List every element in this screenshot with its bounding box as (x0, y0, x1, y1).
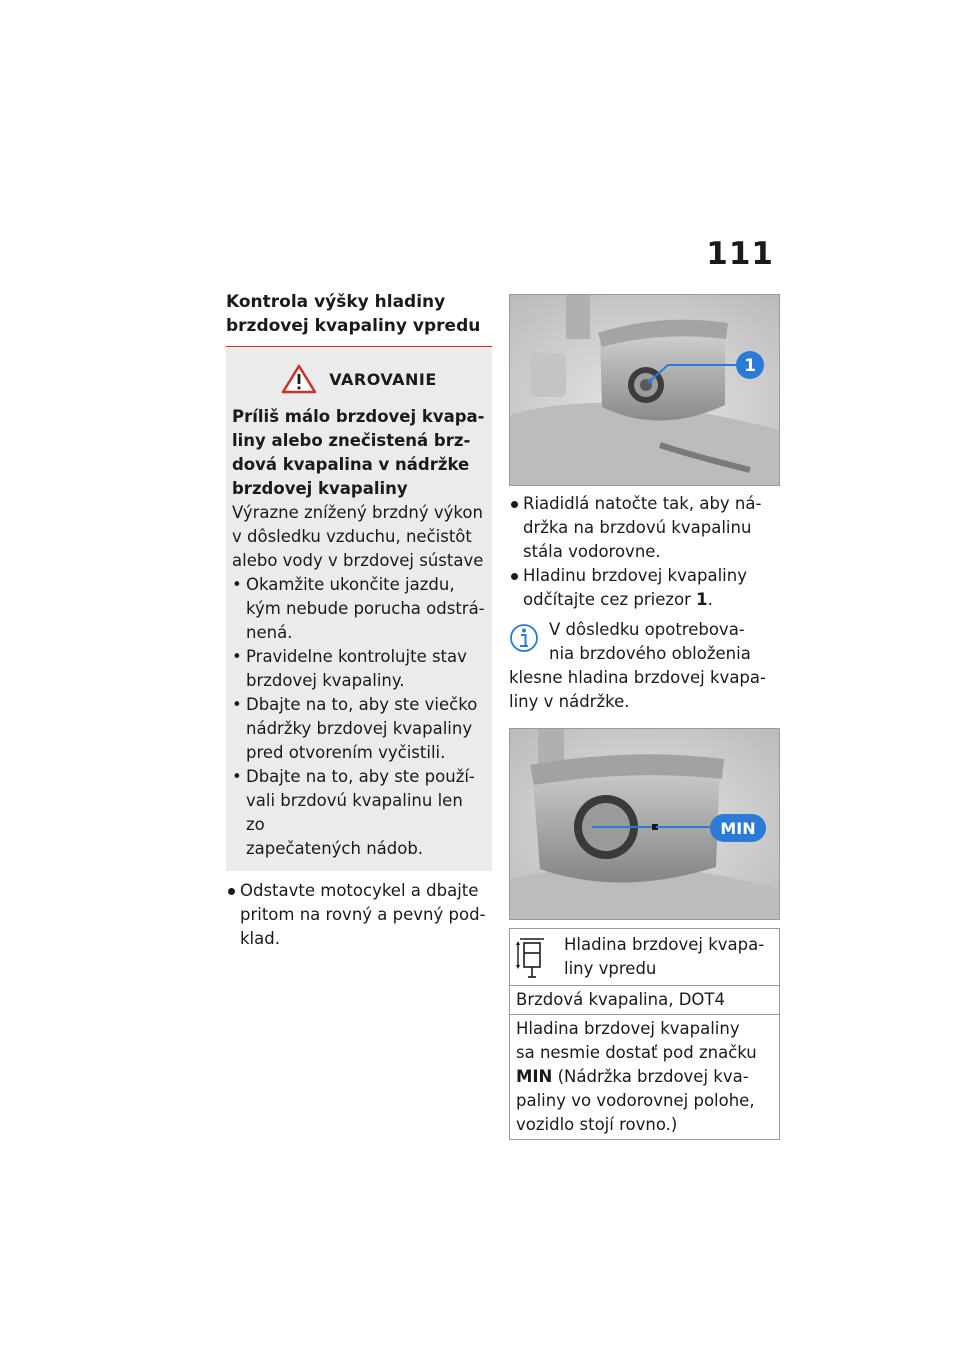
warning-heading (232, 405, 486, 501)
warning-heading-line: brzdovej kvapaliny (232, 479, 408, 498)
spec-line: Hladina brzdovej kvapaliny (516, 1019, 740, 1038)
info-note (509, 618, 780, 714)
right-steps (509, 492, 780, 612)
bullet-line: • Pravidelne kontrolujte stav (246, 647, 467, 666)
info-line: V dôsledku opotrebova- (549, 620, 745, 639)
warning-bullet (232, 573, 486, 645)
spec-fluid-type: Brzdová kvapalina, DOT4 (516, 990, 725, 1009)
figure-callout-min: MIN (720, 819, 756, 838)
step-text: odčítajte cez priezor (523, 590, 691, 609)
min-label: MIN (516, 1067, 553, 1086)
spec-description-row (510, 1014, 779, 1139)
spec-title-line: Hladina brzdovej kvapa- (564, 935, 765, 954)
bullet-line: kým nebude porucha odstrá- (246, 599, 485, 618)
warning-body-line: Výrazne znížený brzdný výkon (232, 503, 483, 522)
spec-title-line: liny vpredu (564, 959, 657, 978)
step-line: Odstavte motocykel a dbajte (240, 881, 479, 900)
warning-body (232, 501, 486, 573)
spec-text: (Nádržka brzdovej kva- (557, 1067, 749, 1086)
spec-header (510, 929, 779, 985)
figure-callout-1: 1 (744, 356, 756, 376)
section-title-line-2: brzdovej kvapaliny vpredu (226, 316, 481, 336)
bullet-line: brzdovej kvapaliny. (246, 671, 405, 690)
bullet-line: zapečatených nádob. (246, 839, 424, 858)
warning-body-line: alebo vody v brzdovej sústave (232, 551, 484, 570)
step-line: stála vodorovne. (523, 542, 661, 561)
spec-line: vozidlo stojí rovno.) (516, 1115, 678, 1134)
warning-bullet (232, 645, 486, 693)
warning-bullet (232, 765, 486, 861)
bullet-line: pred otvorením vyčistili. (246, 743, 446, 762)
info-line: klesne hladina brzdovej kvapa- (509, 668, 766, 687)
min-mark-illustration (510, 729, 779, 919)
warning-body-line: v dôsledku vzduchu, nečistôt (232, 527, 472, 546)
spec-line: paliny vo vodorovnej polohe, (516, 1091, 755, 1110)
spec-line (516, 1065, 773, 1089)
step-item (509, 564, 780, 612)
spec-fluid-row (510, 985, 779, 1014)
info-line: liny v nádržke. (509, 692, 630, 711)
step-line: klad. (240, 929, 280, 948)
left-steps (226, 879, 492, 951)
step-line: Hladinu brzdovej kvapaliny (523, 566, 747, 585)
gauge-level-icon (516, 937, 552, 981)
bullet-line: • Dbajte na to, aby ste viečko (246, 695, 478, 714)
step-item (509, 492, 780, 564)
warning-box (226, 347, 492, 871)
warning-heading-line: liny alebo znečistená brz- (232, 431, 471, 450)
warning-heading-line: dová kvapalina v nádržke (232, 455, 470, 474)
step-reference-number: 1 (696, 590, 708, 609)
figure-brake-reservoir-viewing-window (509, 294, 780, 486)
reservoir-illustration (510, 295, 779, 485)
bullet-line: nádržky brzdovej kvapaliny (246, 719, 473, 738)
bullet-line: vali brzdovú kvapalinu len zo (246, 791, 463, 834)
step-item (226, 879, 492, 951)
warning-bullets (232, 573, 486, 861)
warning-heading-line: Príliš málo brzdovej kvapa- (232, 407, 485, 426)
section-title (226, 290, 492, 338)
step-line: Riadidlá natočte tak, aby ná- (523, 494, 762, 513)
warning-header (232, 363, 486, 395)
spec-line: sa nesmie dostať pod značku (516, 1043, 757, 1062)
figure-min-mark (509, 728, 780, 920)
page-number: 111 (706, 236, 774, 272)
warning-triangle-icon (281, 364, 317, 394)
bullet-line: • Dbajte na to, aby ste použí- (246, 767, 475, 786)
left-column (226, 290, 492, 951)
bullet-line: • Okamžite ukončite jazdu, (246, 575, 455, 594)
step-line: odčítajte cez priezor 1. (523, 590, 713, 609)
spec-title (564, 933, 764, 981)
info-line: nia brzdového obloženia (549, 644, 751, 663)
spec-table (509, 928, 780, 1140)
step-line: držka na brzdovú kvapalinu (523, 518, 752, 537)
right-column (509, 294, 780, 1140)
warning-bullet (232, 693, 486, 765)
bullet-line: nená. (246, 623, 293, 642)
warning-label: VAROVANIE (329, 369, 437, 389)
info-icon (509, 622, 539, 658)
section-title-line-1: Kontrola výšky hladiny (226, 292, 446, 312)
step-line: pritom na rovný a pevný pod- (240, 905, 486, 924)
